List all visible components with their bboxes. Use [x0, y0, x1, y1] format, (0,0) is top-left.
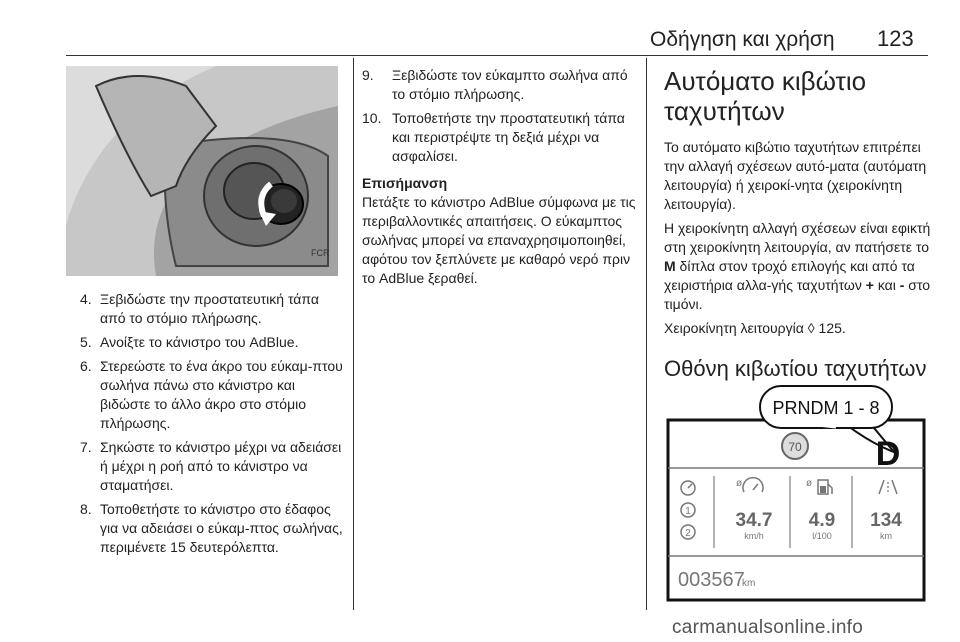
section-heading-automatic-gearbox: Αυτόματο κιβώτιο ταχυτήτων: [664, 66, 867, 126]
header-rule: [66, 55, 928, 56]
step-text: Ξεβιδώστε την προστατευτική τάπα από το στόμιο πλήρωσης.: [100, 291, 319, 326]
step-text: Τοποθετήστε το κάνιστρο στο έδαφος για να αδειάσει ο εύκαμ-πτος σωλήνας, περιμένετε 15 δευτερόλεπτα.: [100, 501, 343, 555]
odometer-unit: km: [742, 578, 756, 589]
note-text: Πετάξτε το κάνιστρο AdBlue σύμφωνα με τις περιβαλλοντικές απαιτήσεις. Ο εύκαμπτος σωλήνας μπορεί να επαναχρησιμοποιηθεί, αφότου τον ξεπλύνετε με καθαρό νερό πριν το AdBlue ξεραθεί.: [362, 194, 636, 286]
para-text: δίπλα στον τροχό επιλογής και από τα χειριστήρια αλλα-γής ταχυτήτων: [664, 258, 915, 293]
para-text: στο τιμόνι.: [664, 277, 931, 312]
footer-watermark: carmanualsonline.info: [672, 617, 864, 638]
odometer-value: 003567: [678, 569, 745, 591]
right-column: [664, 66, 932, 382]
para-text: και: [873, 277, 900, 293]
key-m: M: [664, 258, 676, 274]
trip-1-label: 1: [685, 506, 691, 517]
consumption-value: 4.9: [808, 510, 836, 531]
range-value: 134: [870, 510, 902, 531]
average-speed-unit: km/h: [744, 531, 764, 541]
paragraph-reference: Χειροκίνητη λειτουργία ◊ 125.: [664, 320, 846, 336]
step-number: 6.: [80, 358, 92, 374]
step-text: Ανοίξτε το κάνιστρο του AdBlue.: [100, 334, 299, 350]
step-text: Στερεώστε το ένα άκρο του εύκαμ-πτου σωλήνα πάνω στο κάνιστρο και βιδώστε το άλλο άκρο στο στόμιο πλήρωσης.: [100, 358, 343, 431]
section-heading-gearbox-display: Οθόνη κιβωτίου ταχυτήτων: [664, 356, 927, 381]
step-number: 9.: [362, 67, 374, 83]
key-plus: +: [865, 277, 874, 293]
svg-text:ø: ø: [806, 478, 813, 489]
step-number: 10.: [362, 110, 382, 126]
page-number: 123: [877, 26, 914, 51]
step-number: 8.: [80, 501, 92, 517]
step-number: 4.: [80, 291, 92, 307]
step-9: [362, 66, 640, 104]
key-minus: -: [899, 277, 905, 293]
page-header-title: Οδήγηση και χρήση: [650, 28, 835, 51]
average-speed-value: 34.7: [735, 510, 773, 531]
range-unit: km: [880, 531, 892, 541]
step-text: Σηκώστε το κάνιστρο μέχρι να αδειάσει ή μέχρι η ροή από το κάνιστρο να σταματήσει.: [100, 439, 342, 493]
adblue-filler-photo: [66, 66, 338, 276]
note-box: [362, 174, 640, 288]
column-divider-right: [646, 58, 647, 610]
para-text: Η χειροκίνητη αλλαγή σχέσεων είναι εφικτή στη χειροκίνητη λειτουργία, αν πατήσετε το: [664, 220, 931, 255]
step-number: 5.: [80, 334, 92, 350]
paragraph-intro: Το αυτόματο κιβώτιο ταχυτήτων επιτρέπει την αλλαγή σχέσεων αυτό-ματα (αυτόματη λειτουργία) ή χειροκί-νητα (χειροκίνητη λειτουργία).: [664, 139, 927, 212]
photo-label: FCR: [311, 248, 330, 258]
step-text: Ξεβιδώστε τον εύκαμπτο σωλήνα από το στόμιο πλήρωσης.: [392, 67, 628, 102]
step-number: 7.: [80, 439, 92, 455]
step-4: [80, 290, 348, 328]
step-text: Τοποθετήστε την προστατευτική τάπα και περιστρέψτε τη δεξιά μέχρι να ασφαλίσει.: [392, 110, 625, 164]
middle-column: [362, 66, 640, 288]
trip-2-label: 2: [685, 528, 691, 539]
step-10: [362, 109, 640, 166]
step-8: [80, 500, 348, 557]
note-title: Επισήμανση: [362, 175, 448, 191]
step-6: [80, 357, 348, 433]
paragraph-manual-shift: [664, 219, 932, 314]
left-column-steps: [80, 290, 348, 562]
gearbox-display-figure: [666, 380, 926, 602]
gear-range-callout: PRNDM 1 - 8: [772, 398, 880, 418]
step-7: [80, 438, 348, 495]
step-5: [80, 333, 348, 352]
consumption-unit: l/100: [812, 531, 832, 541]
column-divider-left: [353, 58, 354, 610]
svg-text:ø: ø: [736, 478, 743, 489]
current-gear: D: [875, 435, 901, 473]
speed-limit-value: 70: [788, 440, 802, 454]
